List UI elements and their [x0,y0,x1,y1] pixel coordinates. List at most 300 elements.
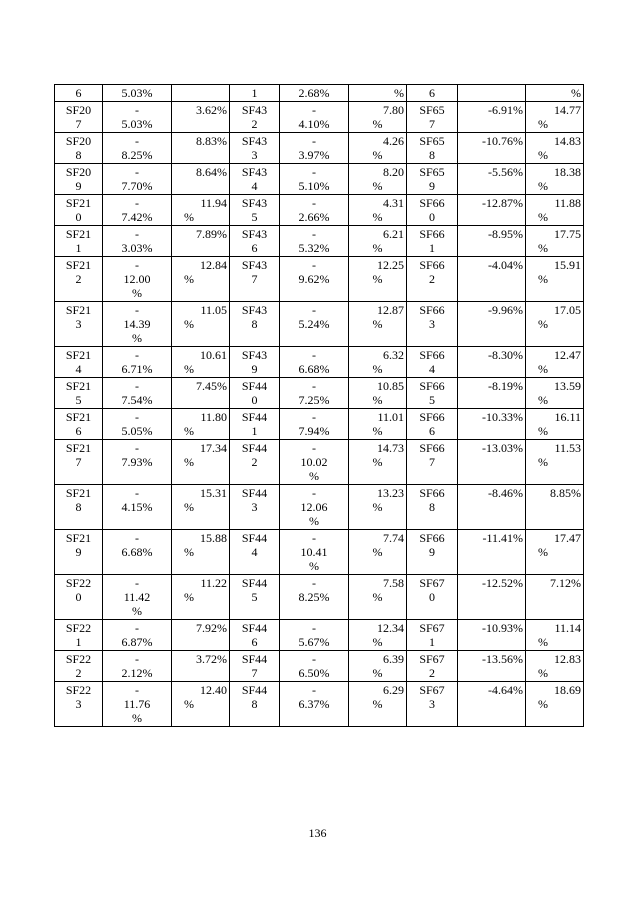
cell-line: - [312,196,316,210]
cell-line: % [372,317,383,331]
cell-line: SF22 [65,621,92,635]
table-cell-pos-c [526,682,584,727]
cell-line: % [184,590,194,604]
table-cell-id-b [230,347,280,378]
cell-line: 10.61 [200,348,227,362]
cell-line: 2.68% [298,86,330,100]
cell-line: 6.29 [383,683,404,697]
cell-line: 1 [251,424,258,438]
table-row [55,530,584,575]
cell-line: % [184,424,194,438]
cell-line: 4.10% [298,117,330,131]
cell-line: 13.59 [554,379,581,393]
cell-line: SF44 [241,379,268,393]
cell-line: 12.83 [554,652,581,666]
cell-line: SF66 [419,486,445,500]
table-cell-neg-b [280,85,349,102]
cell-line: - [135,258,139,272]
cell-line: SF43 [241,196,268,210]
cell-line: 9 [251,362,258,376]
table-cell-id-c [407,195,458,226]
table-cell-pos-c [526,164,584,195]
table-cell-neg-c [458,530,526,575]
cell-line: SF43 [241,165,268,179]
cell-line: 8.85% [550,486,581,500]
cell-line: SF66 [419,227,445,241]
table-cell-neg-c [458,347,526,378]
cell-line: - [312,379,316,393]
table-cell-id-a [55,226,103,257]
table-cell-id-b [230,575,280,620]
table-cell-pos-a [172,302,230,347]
table-row [55,195,584,226]
cell-line: 14.73 [377,441,404,455]
cell-line: - [312,303,316,317]
cell-line: -10.93% [482,621,523,635]
cell-line: % [538,317,548,331]
cell-line: - [312,531,316,545]
table-cell-id-b [230,85,280,102]
cell-line: % [372,697,383,711]
table-cell-id-b [230,164,280,195]
cell-line: 8.25% [298,590,330,604]
table-cell-pos-a [172,440,230,485]
cell-line: % [372,590,383,604]
cell-line: % [372,179,383,193]
table-row [55,485,584,530]
table-cell-id-b [230,651,280,682]
table-cell-pos-a [172,133,230,164]
table-cell-pos-b [349,85,407,102]
cell-line: % [184,272,194,286]
table-cell-pos-b [349,347,407,378]
cell-line: -4.64% [488,683,523,697]
cell-line: - [135,683,139,697]
table-cell-id-b [230,530,280,575]
cell-line: 6 [429,86,435,100]
table-cell-pos-b [349,575,407,620]
cell-line: 14.77 [554,103,581,117]
table-cell-pos-c [526,620,584,651]
cell-line: -10.76% [482,134,523,148]
cell-line: 4 [75,362,82,376]
cell-line: - [312,410,316,424]
cell-line: 5.24% [298,317,330,331]
cell-line: 2 [429,666,435,680]
data-table [54,84,584,727]
cell-line: 1 [429,635,435,649]
cell-line: 7.42% [121,210,153,224]
table-cell-id-a [55,651,103,682]
cell-line: - [135,196,139,210]
cell-line: 5.10% [298,179,330,193]
cell-line: -11.41% [482,531,523,545]
table-cell-id-c [407,257,458,302]
cell-line: 8 [429,148,435,162]
cell-line: % [184,317,194,331]
cell-line: 1 [429,241,435,255]
cell-line: % [309,469,319,483]
cell-line: 7 [429,117,435,131]
cell-line: SF65 [419,103,445,117]
table-cell-pos-c [526,195,584,226]
cell-line: - [312,621,316,635]
table-cell-pos-c [526,651,584,682]
cell-line: 6 [251,635,258,649]
table-cell-neg-c [458,133,526,164]
cell-line: 7.74 [383,531,404,545]
cell-line: 3 [429,697,435,711]
table-cell-id-b [230,302,280,347]
cell-line: 2 [429,272,435,286]
table-cell-neg-a [103,530,172,575]
cell-line: 14.39 [123,317,151,331]
cell-line: SF66 [419,303,445,317]
cell-line [174,86,227,100]
table-cell-id-b [230,409,280,440]
table-cell-pos-c [526,530,584,575]
table-cell-neg-c [458,195,526,226]
table-cell-pos-b [349,302,407,347]
table-cell-neg-a [103,302,172,347]
cell-line: 12.06 [300,500,328,514]
cell-line: SF44 [241,576,268,590]
table-cell-id-a [55,682,103,727]
table-row [55,226,584,257]
cell-line: % [184,697,194,711]
cell-line: - [135,134,139,148]
cell-line: 8.64% [196,165,227,179]
cell-line: % [571,86,581,100]
table-cell-neg-b [280,226,349,257]
cell-line: 3.72% [196,652,227,666]
table-row [55,575,584,620]
cell-line: 11.88 [554,196,581,210]
table-cell-neg-c [458,226,526,257]
table-cell-neg-b [280,575,349,620]
table-cell-pos-b [349,195,407,226]
cell-line: 6.50% [298,666,330,680]
cell-line: 7.25% [298,393,330,407]
cell-line: 11.42 [123,590,151,604]
table-cell-id-b [230,440,280,485]
cell-line: SF43 [241,303,268,317]
cell-line: 7 [251,666,258,680]
table-cell-pos-a [172,651,230,682]
cell-line: SF43 [241,103,268,117]
table-cell-neg-b [280,102,349,133]
cell-line: 9.62% [298,272,330,286]
cell-line: - [312,683,316,697]
table-cell-neg-a [103,85,172,102]
cell-line: 2.66% [298,210,330,224]
table-cell-id-c [407,85,458,102]
table-cell-neg-c [458,102,526,133]
cell-line: 7.93% [121,455,153,469]
table-cell-id-b [230,133,280,164]
cell-line: -13.03% [482,441,523,455]
table-cell-neg-a [103,440,172,485]
table-cell-id-b [230,195,280,226]
table-cell-pos-c [526,85,584,102]
cell-line: 12.47 [554,348,581,362]
table-cell-id-c [407,440,458,485]
table-cell-pos-b [349,378,407,409]
cell-line: -8.46% [488,486,523,500]
cell-line: % [184,210,194,224]
cell-line: SF21 [65,379,92,393]
table-cell-pos-c [526,226,584,257]
cell-line: % [372,666,383,680]
table-cell-neg-b [280,530,349,575]
cell-line: - [135,165,139,179]
cell-line: 11.53 [554,441,581,455]
cell-line: SF67 [419,683,445,697]
cell-line: SF44 [241,652,268,666]
table-cell-neg-a [103,682,172,727]
cell-line: - [135,227,139,241]
cell-line: 0 [429,210,435,224]
table-cell-neg-c [458,485,526,530]
table-cell-neg-c [458,575,526,620]
cell-line: 5 [251,590,258,604]
cell-line: 3 [429,317,435,331]
table-cell-neg-b [280,164,349,195]
cell-line: 3.03% [121,241,153,255]
table-cell-neg-c [458,302,526,347]
cell-line: 6 [75,86,82,100]
cell-line: % [372,117,383,131]
table-cell-pos-b [349,257,407,302]
table-row [55,440,584,485]
cell-line: 12.00 [123,272,151,286]
table-row [55,651,584,682]
cell-line: SF66 [419,379,445,393]
cell-line: % [538,545,548,559]
table-cell-pos-a [172,102,230,133]
cell-line: 6 [75,424,82,438]
cell-line: 8 [75,500,82,514]
table-cell-neg-b [280,651,349,682]
cell-line: SF22 [65,683,92,697]
cell-line: 15.31 [200,486,227,500]
cell-line: 2 [251,455,258,469]
cell-line: 10.85 [377,379,404,393]
cell-line: SF66 [419,258,445,272]
cell-line: SF22 [65,576,92,590]
table-row [55,347,584,378]
table-cell-pos-c [526,485,584,530]
cell-line: 4 [251,545,258,559]
table-cell-id-a [55,409,103,440]
cell-line: SF44 [241,486,268,500]
cell-line: SF66 [419,441,445,455]
cell-line: 4.31 [383,196,404,210]
cell-line: SF67 [419,621,445,635]
table-cell-neg-a [103,409,172,440]
cell-line: % [184,500,194,514]
table-cell-pos-a [172,347,230,378]
cell-line: SF43 [241,258,268,272]
cell-line: 5 [251,210,258,224]
cell-line: - [135,379,139,393]
cell-line: 8.20 [383,165,404,179]
cell-line: 12.84 [200,258,227,272]
table-cell-neg-c [458,440,526,485]
table-cell-neg-b [280,257,349,302]
cell-line: 6.68% [121,545,153,559]
table-cell-id-a [55,347,103,378]
cell-line: 6.39 [383,652,404,666]
table-cell-pos-c [526,575,584,620]
cell-line: % [538,241,548,255]
cell-line: - [135,621,139,635]
cell-line: 1 [251,86,258,100]
table-cell-id-c [407,485,458,530]
table-cell-neg-c [458,257,526,302]
cell-line: 0 [75,210,82,224]
table-cell-neg-a [103,164,172,195]
cell-line: 2 [75,272,82,286]
cell-line: 6.32 [383,348,404,362]
cell-line: 6.21 [383,227,404,241]
table-cell-id-c [407,378,458,409]
cell-line: SF21 [65,441,92,455]
table-cell-pos-b [349,133,407,164]
cell-line [460,86,523,100]
cell-line: 7 [75,117,82,131]
table-cell-id-c [407,347,458,378]
cell-line: 8.83% [196,134,227,148]
table-cell-pos-b [349,164,407,195]
table-cell-pos-a [172,409,230,440]
cell-line: 14.83 [554,134,581,148]
cell-line: 8.25% [121,148,153,162]
cell-line: SF66 [419,410,445,424]
cell-line: SF21 [65,196,92,210]
cell-line: 7.80 [383,103,404,117]
table-cell-pos-b [349,102,407,133]
cell-line: -12.52% [482,576,523,590]
table-cell-id-b [230,485,280,530]
table-cell-neg-b [280,409,349,440]
cell-line: % [538,117,548,131]
table-cell-neg-b [280,378,349,409]
table-row [55,682,584,727]
table-cell-pos-b [349,409,407,440]
cell-line: % [372,455,383,469]
cell-line: 11.76 [123,697,151,711]
cell-line: SF43 [241,348,268,362]
table-cell-neg-a [103,575,172,620]
table-cell-neg-a [103,378,172,409]
cell-line: 0 [251,393,258,407]
cell-line: 7.94% [298,424,330,438]
cell-line: 12.87 [377,303,404,317]
cell-line: 0 [75,590,82,604]
cell-line: 5.32% [298,241,330,255]
cell-line: % [372,241,383,255]
cell-line: - [312,576,316,590]
cell-line: 11.01 [377,410,404,424]
table-cell-pos-c [526,440,584,485]
table-cell-neg-a [103,620,172,651]
cell-line: 5 [75,393,82,407]
cell-line: % [372,424,383,438]
cell-line: 9 [75,545,82,559]
table-cell-pos-b [349,226,407,257]
cell-line: 0 [429,590,435,604]
table-cell-pos-c [526,409,584,440]
cell-line: 2.12% [121,666,153,680]
cell-line: 11.05 [200,303,227,317]
cell-line: % [538,635,548,649]
cell-line: 7 [75,455,82,469]
cell-line: 17.75 [554,227,581,241]
cell-line: -8.30% [488,348,523,362]
cell-line: 13.23 [377,486,404,500]
cell-line: - [312,227,316,241]
cell-line: SF44 [241,441,268,455]
table-cell-id-a [55,440,103,485]
cell-line: SF67 [419,652,445,666]
cell-line: % [184,362,194,376]
table-cell-pos-a [172,530,230,575]
cell-line: % [372,272,383,286]
cell-line: 9 [429,179,435,193]
cell-line: % [538,455,548,469]
table-row [55,409,584,440]
cell-line: - [135,303,139,317]
table-cell-neg-a [103,485,172,530]
table-cell-id-a [55,575,103,620]
cell-line: SF66 [419,348,445,362]
table-cell-id-a [55,620,103,651]
table-cell-pos-a [172,257,230,302]
cell-line: 1 [75,241,82,255]
table-cell-id-c [407,682,458,727]
table-cell-id-c [407,164,458,195]
cell-line: 5.03% [121,86,153,100]
table-cell-id-b [230,682,280,727]
cell-line: % [372,393,383,407]
table-cell-id-a [55,85,103,102]
table-cell-neg-b [280,485,349,530]
table-row [55,164,584,195]
table-row [55,620,584,651]
cell-line: 9 [75,179,82,193]
cell-line: 12.40 [200,683,227,697]
table-cell-pos-a [172,195,230,226]
cell-line: 10.41 [300,545,328,559]
table-cell-neg-c [458,682,526,727]
cell-line: SF67 [419,576,445,590]
cell-line: SF21 [65,410,92,424]
cell-line: % [372,545,383,559]
cell-line: % [184,545,194,559]
cell-line: SF66 [419,531,445,545]
table-cell-id-a [55,257,103,302]
table-cell-neg-a [103,651,172,682]
cell-line: 3.62% [196,103,227,117]
table-cell-id-b [230,378,280,409]
cell-line: - [312,348,316,362]
cell-line: 15.91 [554,258,581,272]
cell-line: 6.87% [121,635,153,649]
cell-line: % [538,697,548,711]
table-row [55,257,584,302]
cell-line: % [372,635,383,649]
